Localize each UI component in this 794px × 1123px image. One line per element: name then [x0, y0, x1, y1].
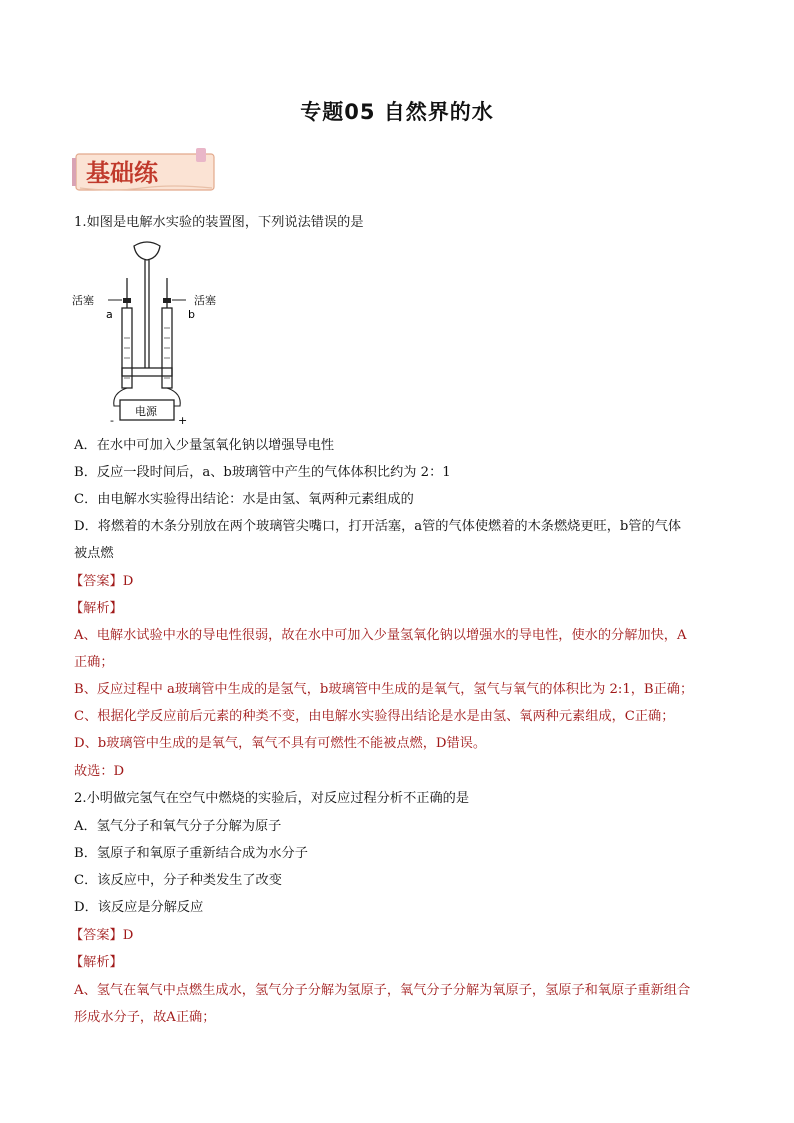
- q1-option-b: B．反应一段时间后，a、b玻璃管中产生的气体体积比约为 2：1: [74, 465, 451, 480]
- section-badge: [72, 148, 222, 194]
- q2-option-c: C．该反应中，分子种类发生了改变: [74, 873, 282, 888]
- section-badge-label: 基础练: [86, 159, 158, 187]
- q1-analysis-heading: 【解析】: [70, 601, 123, 616]
- q2-analysis-heading: 【解析】: [70, 955, 123, 970]
- q1-analysis-a: A、电解水试验中水的导电性很弱，故在水中可加入少量氢氧化钠以增强水的导电性，使水的分解加快，A: [74, 628, 687, 643]
- q1-option-d: D．将燃着的木条分别放在两个玻璃管尖嘴口，打开活塞，a管的气体使燃着的木条燃烧更旺，b管的气体: [74, 519, 682, 534]
- q2-option-b: B．氢原子和氧原子重新结合成为水分子: [74, 846, 308, 861]
- page-title: 专题05 自然界的水: [300, 100, 494, 124]
- q1-stem: 1.如图是电解水实验的装置图，下列说法错误的是: [74, 215, 364, 230]
- electrolysis-diagram: [72, 238, 232, 428]
- q1-analysis-d: D、b玻璃管中生成的是氧气，氧气不具有可燃性不能被点燃，D错误。: [74, 736, 487, 751]
- q2-analysis-a-cont: 形成水分子，故A正确；: [74, 1010, 216, 1025]
- q2-answer: 【答案】D: [70, 928, 134, 943]
- q1-option-c: C．由电解水实验得出结论：水是由氢、氧两种元素组成的: [74, 492, 414, 507]
- power-label: 电源: [135, 405, 157, 418]
- right-valve-label: 活塞: [194, 294, 216, 307]
- q1-analysis-b: B、反应过程中 a玻璃管中生成的是氢气，b玻璃管中生成的是氧气，氢气与氧气的体积比为 2:1，B正确；: [74, 682, 694, 697]
- plus-label: +: [178, 414, 188, 427]
- q1-choose: 故选：D: [74, 764, 125, 779]
- tube-b-label: b: [188, 308, 195, 321]
- q1-analysis-a-cont: 正确；: [74, 655, 114, 670]
- q1-option-a: A．在水中可加入少量氢氧化钠以增强导电性: [74, 438, 335, 453]
- q1-answer: 【答案】D: [70, 574, 134, 589]
- left-valve-label: 活塞: [72, 294, 94, 307]
- q1-analysis-c: C、根据化学反应前后元素的种类不变，由电解水实验得出结论是水是由氢、氧两种元素组成，C正确；: [74, 709, 675, 724]
- q1-option-d-cont: 被点燃: [74, 546, 114, 561]
- q2-option-a: A．氢气分子和氧气分子分解为原子: [74, 819, 282, 834]
- q2-option-d: D．该反应是分解反应: [74, 900, 204, 915]
- q2-analysis-a: A、氢气在氧气中点燃生成水，氢气分子分解为氢原子，氧气分子分解为氧原子，氢原子和氧原子重新组合: [74, 983, 691, 998]
- tube-a-label: a: [106, 308, 113, 321]
- minus-label: -: [110, 414, 114, 427]
- q2-stem: 2.小明做完氢气在空气中燃烧的实验后，对反应过程分析不正确的是: [74, 791, 470, 806]
